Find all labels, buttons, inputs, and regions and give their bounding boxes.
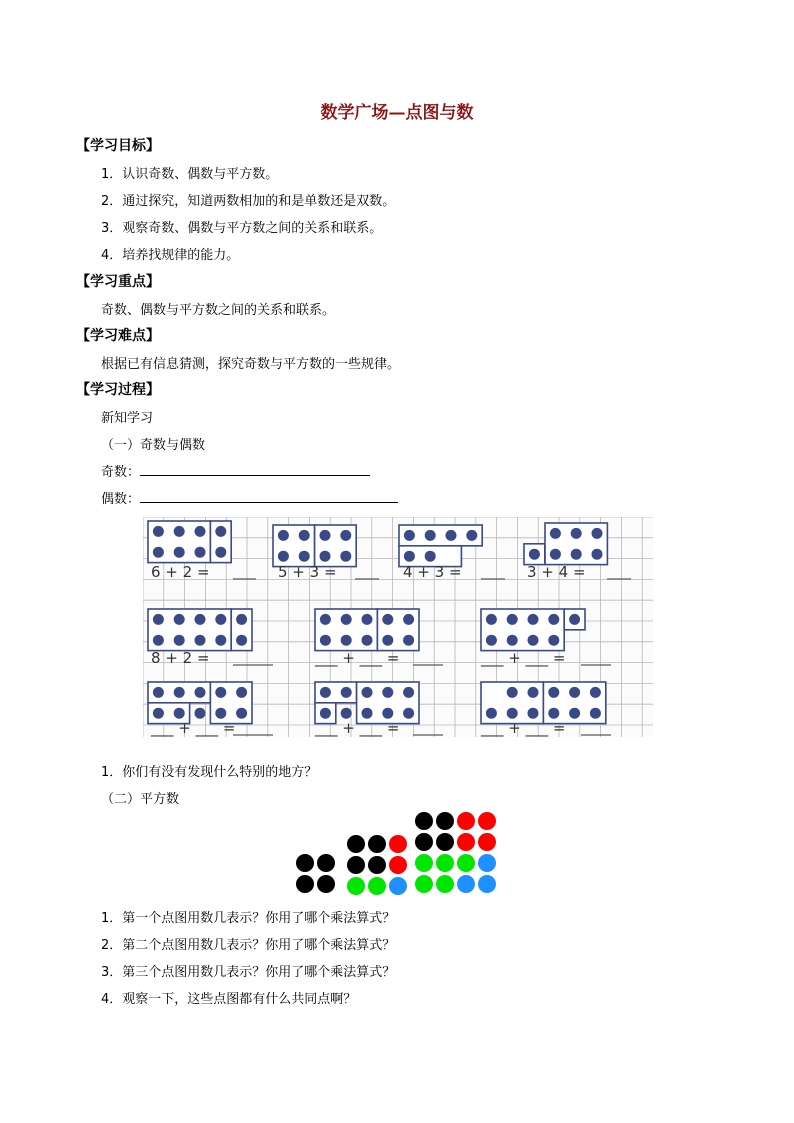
equation-text: ___ + ___ = (481, 719, 566, 737)
dot (548, 708, 559, 719)
color-dot (368, 835, 386, 853)
dot (320, 614, 331, 625)
dot (592, 549, 603, 560)
dot (466, 530, 477, 541)
focus-text: 奇数、偶数与平方数之间的关系和联系。 (101, 303, 336, 318)
even-answer-blank[interactable] (140, 488, 398, 503)
dot (174, 687, 185, 698)
equation-text: 8 + 2 = (151, 649, 210, 667)
color-dot (457, 875, 475, 893)
dot (507, 687, 518, 698)
color-dot (457, 854, 475, 872)
goal-item: 1．认识奇数、偶数与平方数。 (101, 167, 279, 182)
dot (425, 551, 436, 562)
dot (320, 551, 331, 562)
color-dot (368, 856, 386, 874)
part2-question: 4．观察一下，这些点图都有什么共同点啊？ (101, 992, 357, 1007)
dot (486, 614, 497, 625)
dot (571, 528, 582, 539)
odd-label: 奇数： (101, 465, 141, 480)
dot (362, 614, 373, 625)
odd-even-dot-figure (143, 517, 653, 737)
goal-item: 2．通过探究，知道两数相加的和是单数还是双数。 (101, 194, 396, 209)
dot (153, 614, 164, 625)
dot (153, 635, 164, 646)
dot (528, 708, 539, 719)
dot (404, 551, 415, 562)
dot (195, 614, 206, 625)
dot (215, 526, 226, 537)
dot (215, 687, 226, 698)
dot (425, 530, 436, 541)
dot (195, 708, 206, 719)
dot (403, 708, 414, 719)
dot (320, 708, 331, 719)
dot (174, 614, 185, 625)
dot (362, 687, 373, 698)
color-dot (389, 856, 407, 874)
part2-question: 3．第三个点图用数几表示？你用了哪个乘法算式？ (101, 965, 396, 980)
color-dot (389, 877, 407, 895)
dot (215, 708, 226, 719)
dot (548, 614, 559, 625)
dot (362, 635, 373, 646)
dot (153, 708, 164, 719)
color-dot (317, 875, 335, 893)
color-dot (478, 833, 496, 851)
color-dot (457, 812, 475, 830)
part1-heading: （一）奇数与偶数 (101, 438, 206, 453)
dot (341, 687, 352, 698)
color-dot (317, 854, 335, 872)
dot-box (210, 682, 252, 724)
dot (340, 551, 351, 562)
dot (195, 687, 206, 698)
process-heading: 【学习过程】 (76, 382, 160, 398)
dot (590, 708, 601, 719)
dot (403, 635, 414, 646)
color-dot (296, 854, 314, 872)
dot (528, 687, 539, 698)
dot (569, 708, 580, 719)
dot (382, 708, 393, 719)
color-dot (457, 833, 475, 851)
dot (592, 528, 603, 539)
dot (362, 708, 373, 719)
dot (299, 551, 310, 562)
equation-text: ___ + ___ = (481, 649, 566, 667)
dot (195, 635, 206, 646)
dot (382, 614, 393, 625)
color-dot (347, 856, 365, 874)
goal-item: 4．培养找规律的能力。 (101, 248, 240, 263)
dot (548, 687, 559, 698)
dot (341, 708, 352, 719)
odd-answer-blank[interactable] (140, 461, 370, 476)
color-dot (389, 835, 407, 853)
dot (215, 547, 226, 558)
square-number-dot-figure (290, 808, 505, 900)
dot (278, 530, 289, 541)
dot (215, 635, 226, 646)
goal-item: 3．观察奇数、偶数与平方数之间的关系和联系。 (101, 221, 383, 236)
dot (507, 614, 518, 625)
dot-box (315, 525, 357, 567)
dot (550, 528, 561, 539)
dot (174, 547, 185, 558)
color-dot (415, 812, 433, 830)
color-dot (436, 854, 454, 872)
equation-text: 3 + 4 = (527, 563, 586, 581)
dot (507, 635, 518, 646)
dot (320, 687, 331, 698)
equation-text: 6 + 2 = (151, 563, 210, 581)
dot (486, 635, 497, 646)
dot (590, 687, 601, 698)
dot-shapes (148, 521, 607, 724)
color-dot (347, 877, 365, 895)
dot (486, 708, 497, 719)
dot (403, 614, 414, 625)
dot (528, 635, 539, 646)
color-dot (478, 854, 496, 872)
dot (153, 687, 164, 698)
dot (569, 687, 580, 698)
equation-text: 4 + 3 = (403, 563, 462, 581)
color-dot (415, 875, 433, 893)
part2-question: 1．第一个点图用数几表示？你用了哪个乘法算式？ (101, 911, 396, 926)
part1-question: 1．你们有没有发现什么特别的地方？ (101, 765, 318, 780)
focus-heading: 【学习重点】 (76, 274, 160, 290)
even-row (101, 488, 398, 507)
dot (548, 635, 559, 646)
dot-box (377, 609, 419, 651)
color-dot (478, 875, 496, 893)
dot (236, 635, 247, 646)
dot (529, 549, 540, 560)
color-dot (415, 833, 433, 851)
dot (340, 530, 351, 541)
dot (320, 635, 331, 646)
color-dot (347, 835, 365, 853)
color-dot (368, 877, 386, 895)
dot-box (273, 525, 315, 567)
dot (528, 614, 539, 625)
equation-text: ___ + ___ = (315, 649, 400, 667)
dot (404, 530, 415, 541)
dot (550, 549, 561, 560)
difficulty-text: 根据已有信息猜测，探究奇数与平方数的一些规律。 (101, 357, 401, 372)
color-dot (415, 854, 433, 872)
dot (382, 687, 393, 698)
dot (174, 708, 185, 719)
dot (278, 551, 289, 562)
even-label: 偶数： (101, 492, 141, 507)
dot (236, 708, 247, 719)
dot (153, 547, 164, 558)
goals-heading: 【学习目标】 (76, 138, 160, 154)
color-dot (436, 812, 454, 830)
part2-question: 2．第二个点图用数几表示？你用了哪个乘法算式？ (101, 938, 396, 953)
dot (382, 635, 393, 646)
color-dot (436, 875, 454, 893)
dot (446, 530, 457, 541)
color-dot (478, 812, 496, 830)
dot (341, 614, 352, 625)
dot (236, 687, 247, 698)
equation-text: ___ + ___ = (151, 719, 236, 737)
dot (341, 635, 352, 646)
equation-text: ___ + ___ = (315, 719, 400, 737)
dot (507, 708, 518, 719)
page-title: 数学广场—点图与数 (320, 103, 474, 123)
dot (174, 526, 185, 537)
dot (174, 635, 185, 646)
color-dot (436, 833, 454, 851)
dot (320, 530, 331, 541)
odd-row (101, 461, 370, 480)
difficulty-heading: 【学习难点】 (76, 328, 160, 344)
dot (153, 526, 164, 537)
dot (569, 614, 580, 625)
dot (195, 547, 206, 558)
dot (215, 614, 226, 625)
dot (299, 530, 310, 541)
dot (236, 614, 247, 625)
new-learning-label: 新知学习 (101, 411, 154, 426)
part2-heading: （二）平方数 (101, 792, 180, 807)
dot (571, 549, 582, 560)
equation-text: 5 + 3 = (278, 563, 337, 581)
dot (403, 687, 414, 698)
dot (195, 526, 206, 537)
color-dot (296, 875, 314, 893)
